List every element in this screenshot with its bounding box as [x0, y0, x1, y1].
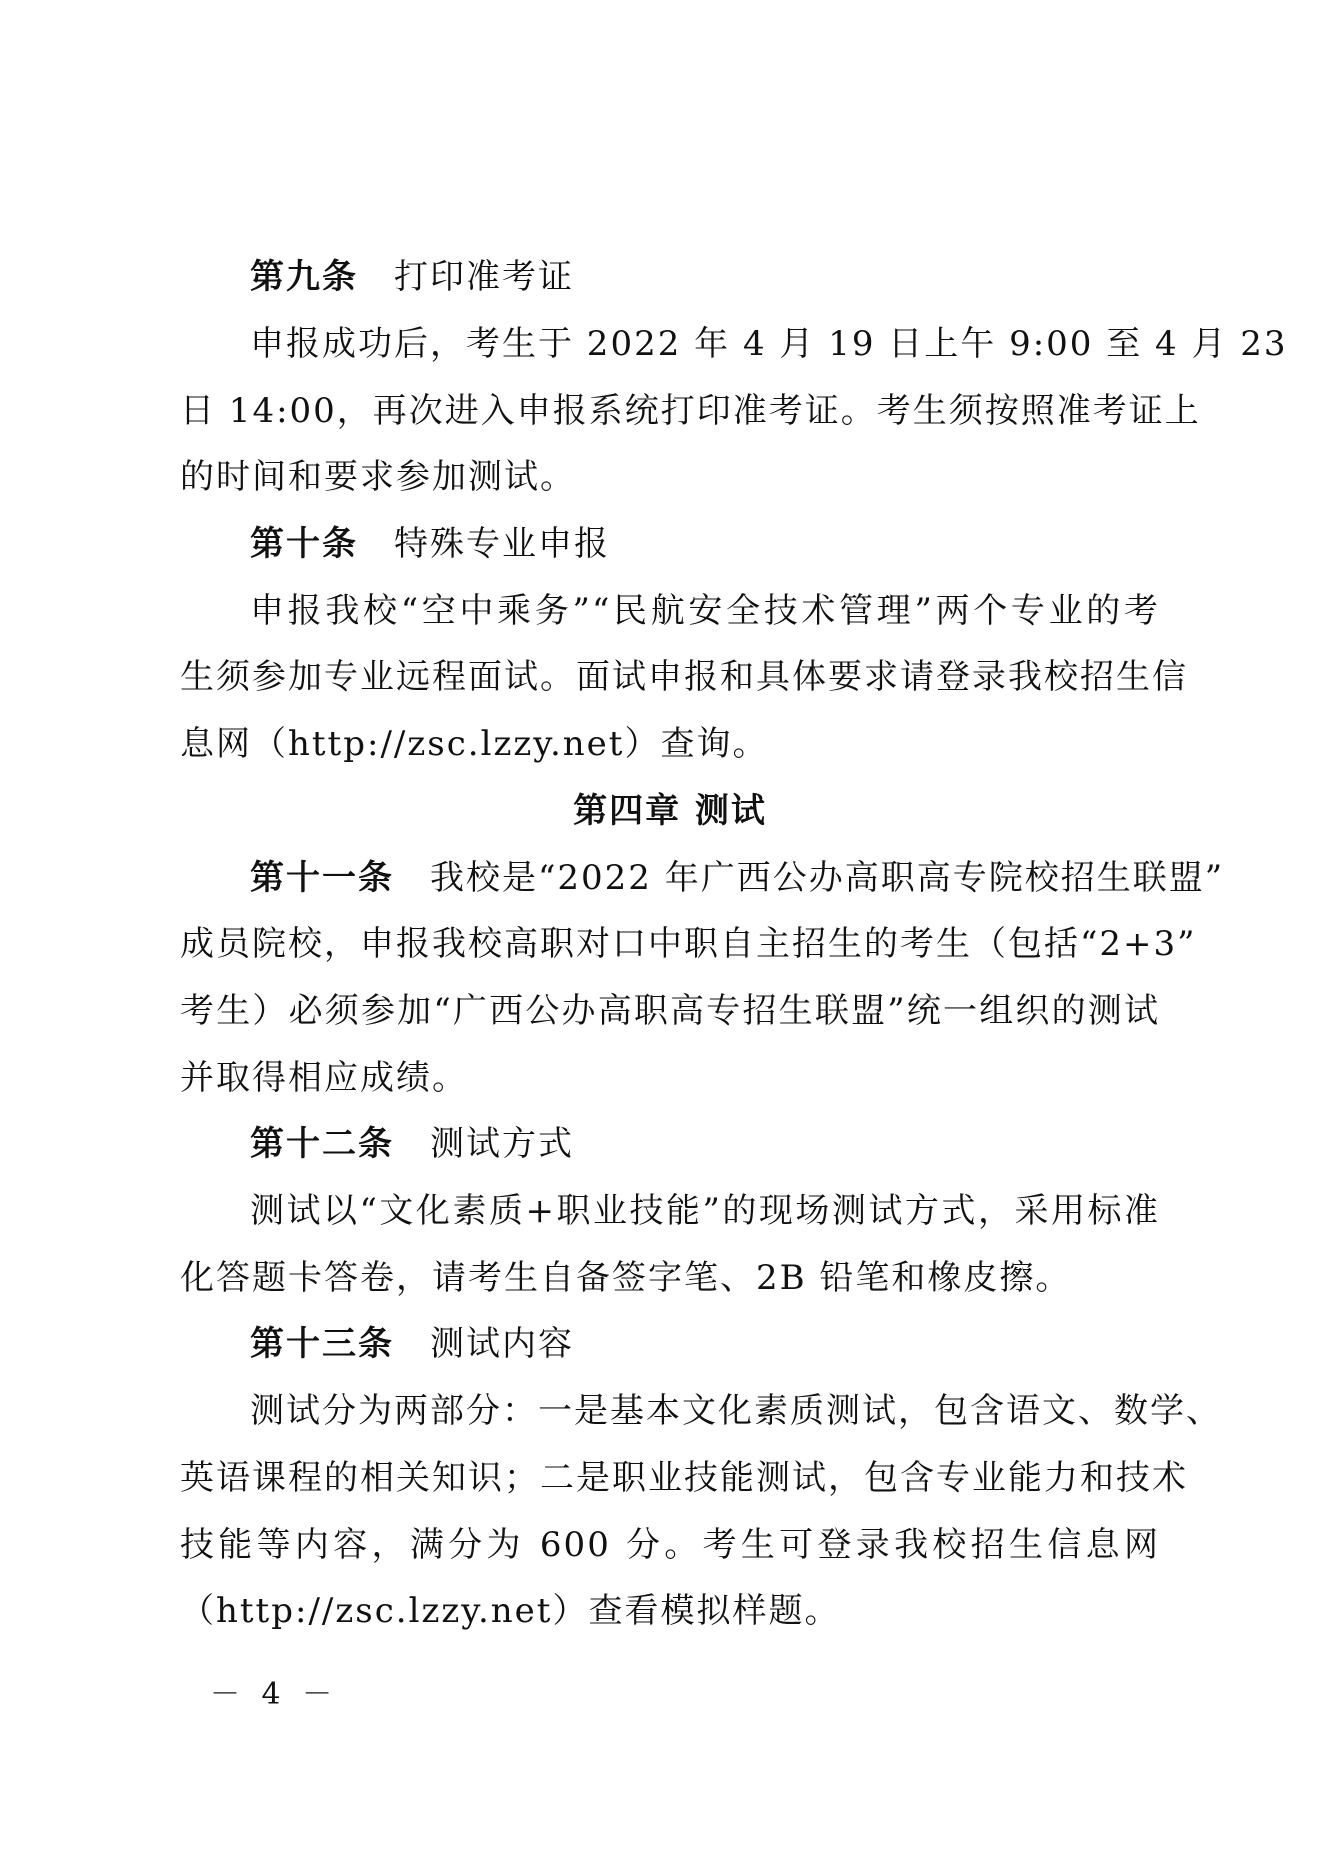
article-9-line-3: 的时间和要求参加测试。 [180, 457, 576, 497]
article-13-line-2: 英语课程的相关知识；二是职业技能测试，包含专业能力和技术 [180, 1458, 1188, 1498]
article-13-number: 第十三条 [250, 1324, 394, 1364]
article-11-line-2: 成员院校，申报我校高职对口中职自主招生的考生（包括“2+3” [180, 924, 1197, 964]
article-10-number: 第十条 [250, 524, 358, 564]
article-9-line-1: 申报成功后，考生于 2022 年 4 月 19 日上午 9:00 至 4 月 23 [250, 324, 1288, 364]
article-12-title: 测试方式 [430, 1124, 574, 1164]
article-13-line-1: 测试分为两部分：一是基本文化素质测试，包含语文、数学、 [250, 1391, 1222, 1431]
article-12-line-1: 测试以“文化素质+职业技能”的现场测试方式，采用标准 [250, 1191, 1160, 1231]
article-13-line-3: 技能等内容，满分为 600 分。考生可登录我校招生信息网 [180, 1525, 1160, 1565]
article-10-title: 特殊专业申报 [394, 524, 610, 564]
article-11-line-4: 并取得相应成绩。 [180, 1058, 468, 1098]
article-11-line-1 [250, 856, 1225, 900]
article-10-heading [250, 522, 1160, 566]
article-9-heading [250, 255, 1160, 299]
article-10-line-1: 申报我校“空中乘务”“民航安全技术管理”两个专业的考 [250, 591, 1160, 631]
article-9-title: 打印准考证 [394, 257, 574, 297]
article-13-title: 测试内容 [430, 1324, 574, 1364]
article-9-number: 第九条 [250, 257, 358, 297]
article-11-number: 第十一条 [250, 858, 394, 898]
article-11-text-start: 我校是“2022 年广西公办高职高专院校招生联盟” [430, 858, 1225, 898]
article-13-line-4: （http://zsc.lzzy.net）查看模拟样题。 [180, 1591, 841, 1631]
article-13-heading [250, 1322, 1160, 1366]
article-9-line-2: 日 14:00，再次进入申报系统打印准考证。考生须按照准考证上 [180, 391, 1201, 431]
page-number: － 4 － [210, 1677, 339, 1712]
article-12-line-2: 化答题卡答卷，请考生自备签字笔、2B 铅笔和橡皮擦。 [180, 1258, 1072, 1298]
chapter-4-title: 第四章 测试 [573, 791, 767, 831]
article-11-line-3: 考生）必须参加“广西公办高职高专招生联盟”统一组织的测试 [180, 991, 1160, 1031]
article-10-line-3: 息网（http://zsc.lzzy.net）查询。 [180, 724, 769, 764]
article-10-line-2: 生须参加专业远程面试。面试申报和具体要求请登录我校招生信 [180, 657, 1188, 697]
article-12-number: 第十二条 [250, 1124, 394, 1164]
article-12-heading [250, 1122, 1160, 1166]
